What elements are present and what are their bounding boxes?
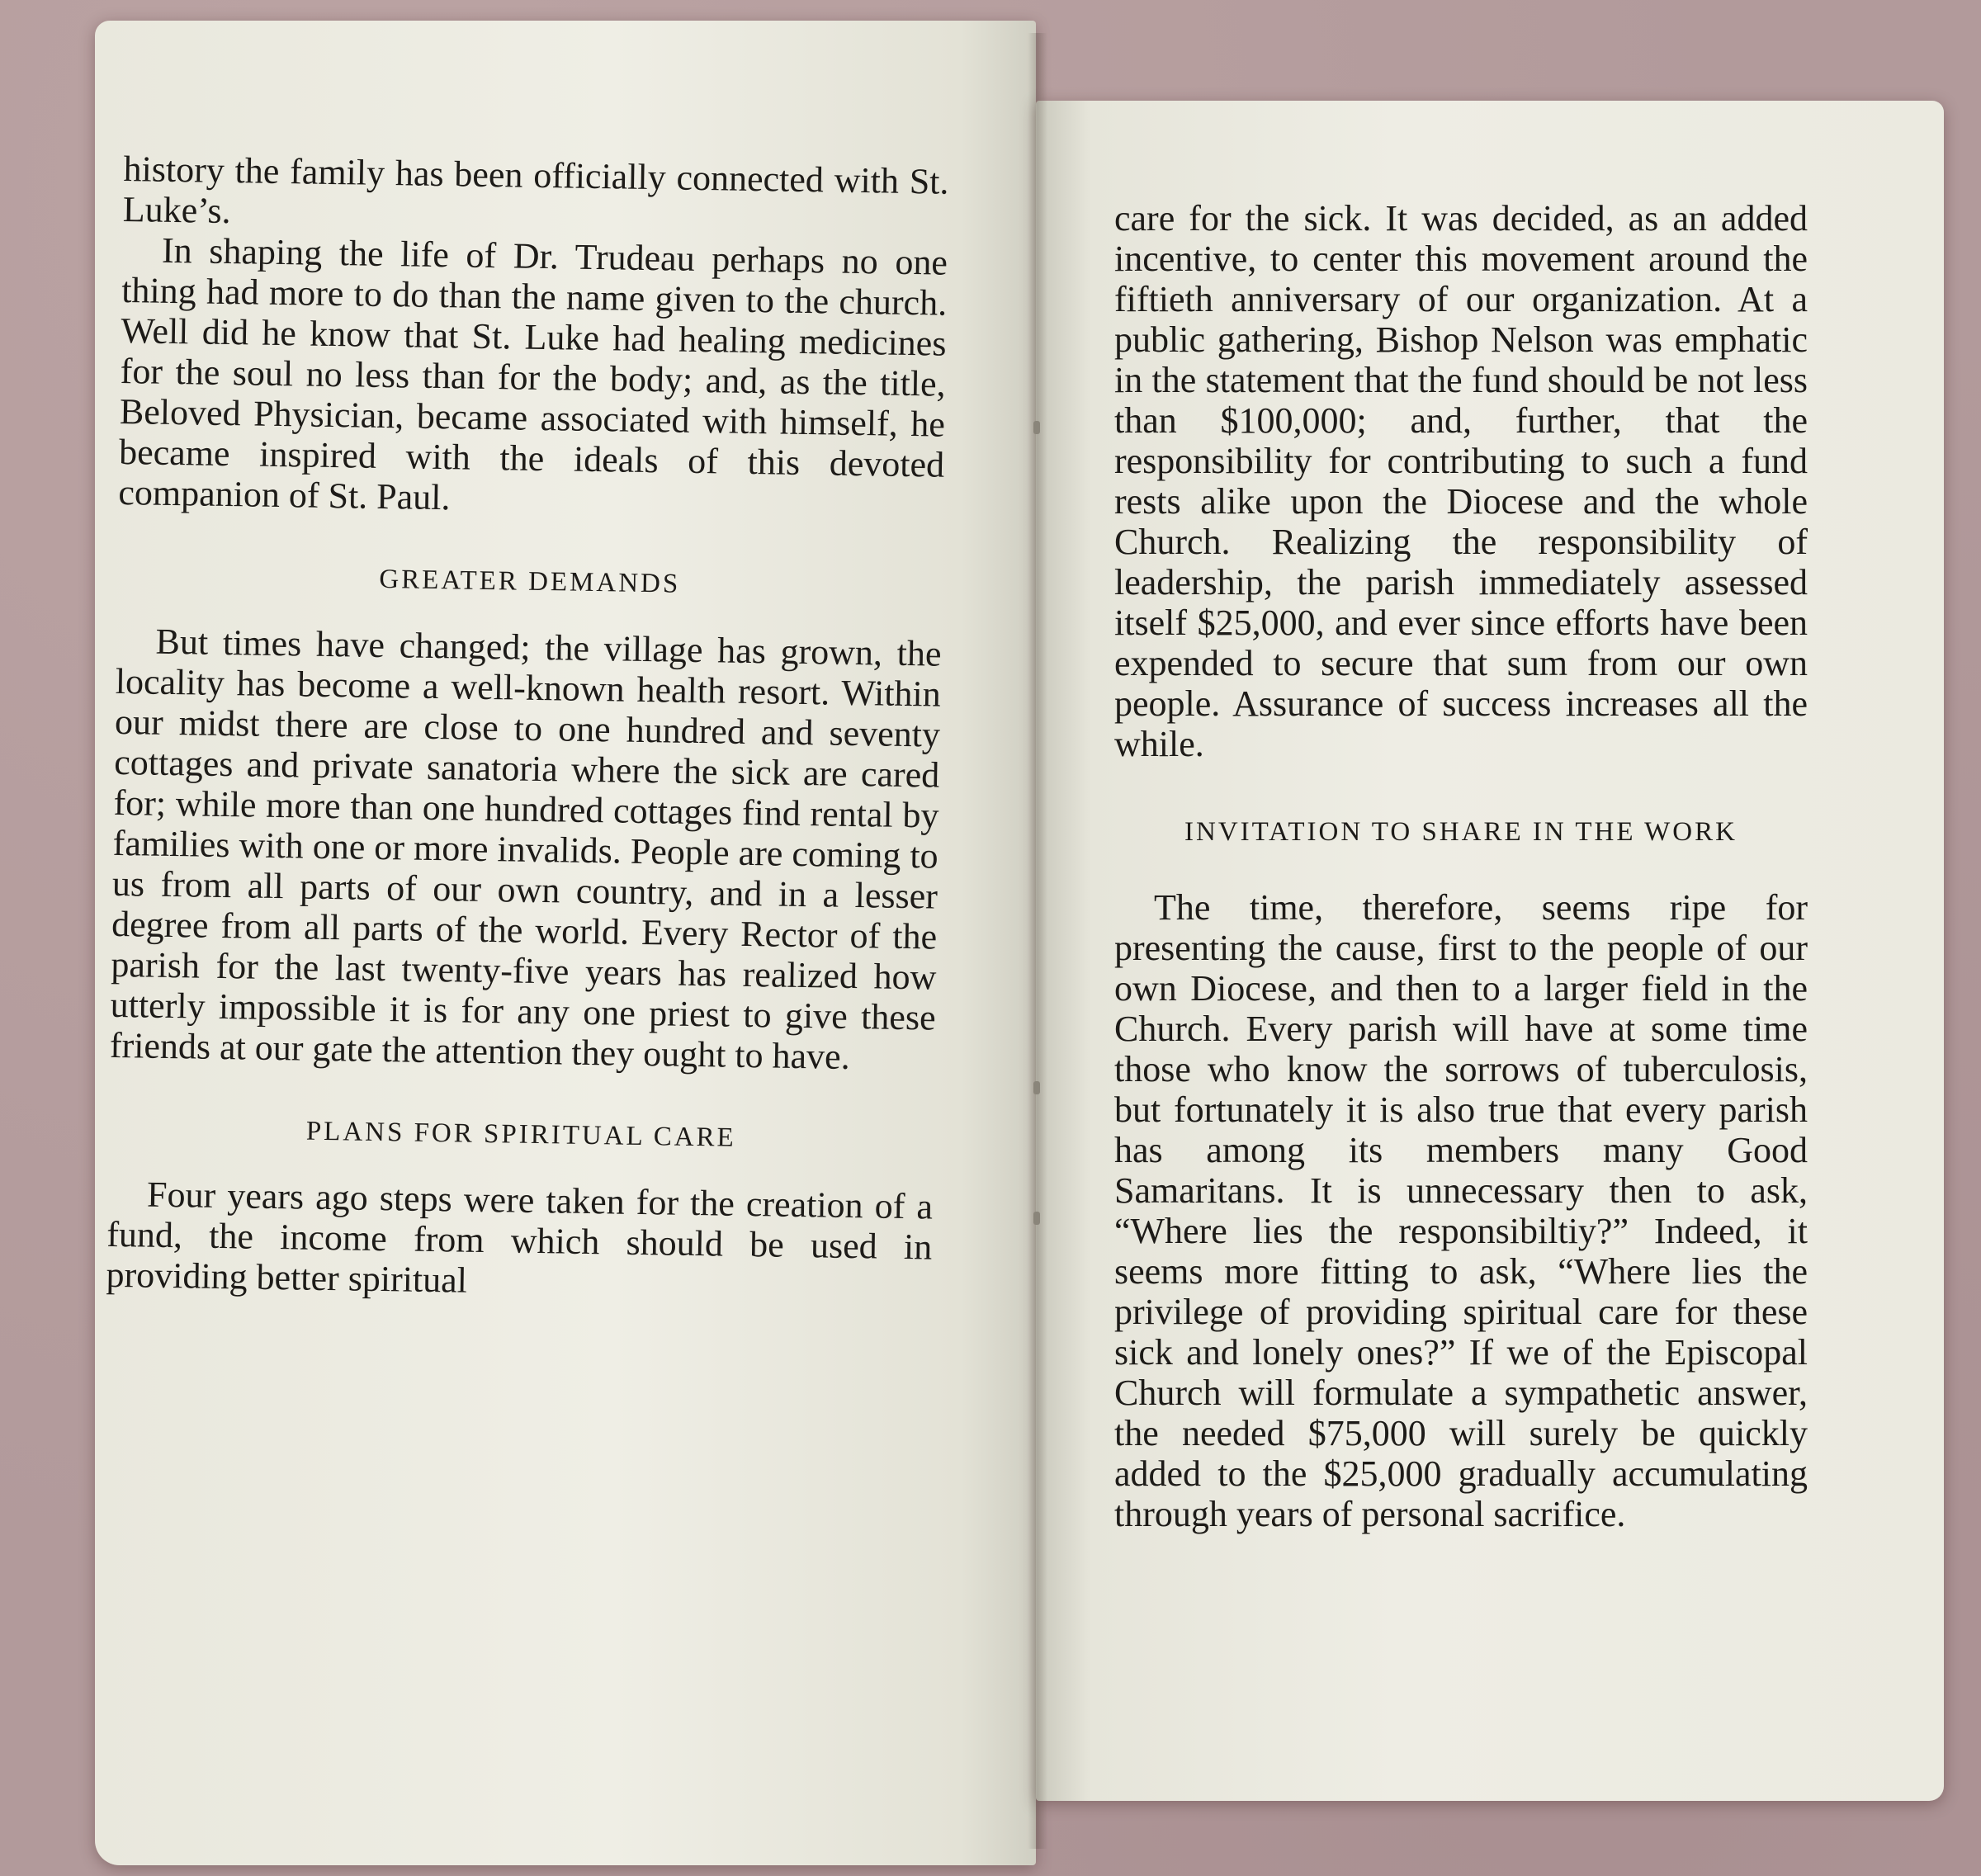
right-page-text: [1114, 198, 1808, 1534]
heading-greater-demands: GREATER DEMANDS: [379, 564, 681, 599]
book-gutter: [1028, 33, 1047, 1849]
right-paragraph-2: The time, therefore, seems ripe for presenting the cause, first to the people of our own Diocese, and then to a larger field in the Church. Every parish will have at some time those who know the sorrows of tuberculosis, but fortunately it is also true that every parish has among its members many Good Samaritans. It is unnecessary then to ask, “Where lies the responsibiltiy?” Indeed, it seems more fitting to ask, “Where lies the privilege of providing spiritual care for these sick and lonely ones?” If we of the Episcopal Church will formulate a sympathetic answer, the needed $75,000 will surely be quickly added to the $25,000 gradually accumulating through years of personal sacrifice.: [1114, 887, 1808, 1534]
left-paragraph-1: history the family has been officially connected with St. Luke’s.: [122, 149, 949, 232]
heading-invitation-to-share: INVITATION TO SHARE IN THE WORK: [1184, 817, 1738, 847]
heading-plans-for-spiritual-care: PLANS FOR SPIRITUAL CARE: [305, 1116, 737, 1153]
right-paragraph-1: care for the sick. It was decided, as an added incentive, to center this movement around the fiftieth anniversary of our organization. At a public gathering, Bishop Nelson was emphatic in the statement that the fund should be not less than $100,000; and, further, that the responsibility for contributing to such a fund rests alike upon the Diocese and the whole Church. Realizing the responsibility of leadership, the parish immediately assessed itself $25,000, and ever since efforts have been expended to secure that sum from our own people. Assurance of success increases all the while.: [1114, 198, 1808, 764]
staple-bottom: [1033, 1212, 1040, 1225]
left-paragraph-3: But times have changed; the village has grown, the locality has become a well-known health resort. Within our midst there are close to one hundred and seventy cottages and private sanatoria where the sick are cared for; while more than one hundred cottages find rental by families with one or more invalids. People are coming to us from all parts of our own country, and in a lesser degree from all parts of the world. Every Rector of the parish for the last twenty-five years has realized how utterly impossible it is for any one priest to give these friends at our gate the attention they ought to have.: [109, 621, 942, 1077]
staple-top: [1033, 421, 1040, 434]
left-paragraph-2: In shaping the life of Dr. Trudeau perhaps no one thing had more to do than the name given to the church. Well did he know that St. Luke had healing medicines for the soul no less than for the body; and, as the title, Beloved Physician, became associated with himself, he became inspired with the ideals of this devoted companion of St. Paul.: [118, 229, 948, 518]
left-page-text: [106, 149, 949, 1308]
left-paragraph-4: Four years ago steps were taken for the creation of a fund, the income from which should be used in providing better spiritual: [106, 1174, 934, 1301]
staple-middle: [1033, 1081, 1040, 1094]
